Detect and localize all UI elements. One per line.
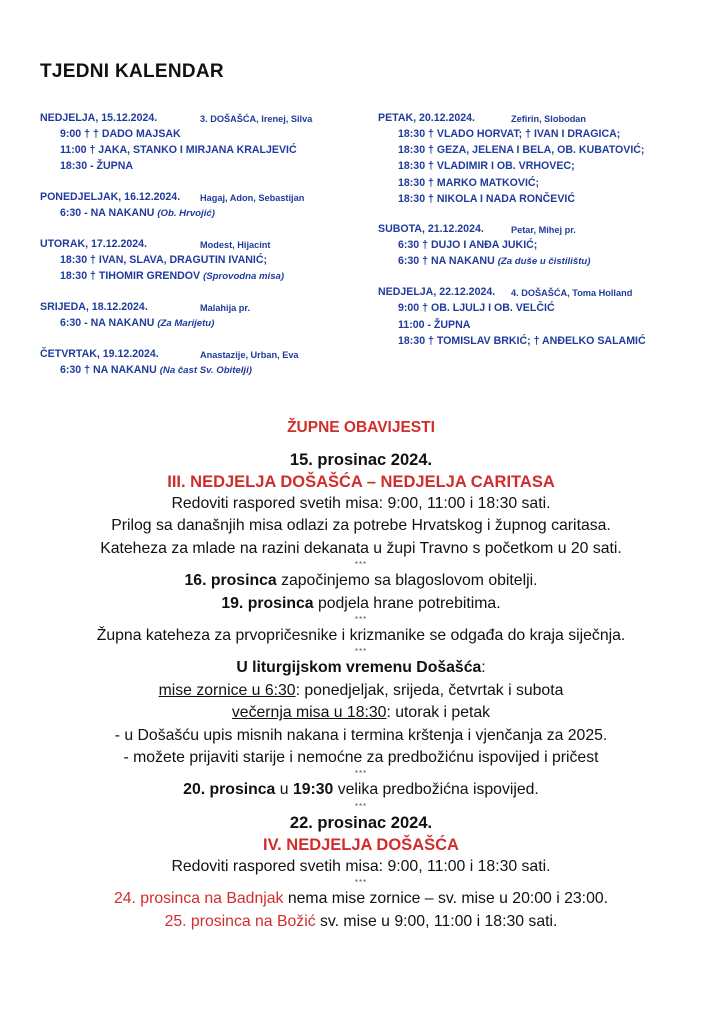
notice-text: 24. prosinca na Badnjak nema mise zornice – sv. mise u 20:00 i 23:00. [113, 890, 609, 908]
separator: *** [354, 878, 368, 888]
mass-entry: 18:30 † VLADO HORVAT; † IVAN I DRAGICA; [398, 128, 621, 140]
day-name: ČETVRTAK, 19.12.2024. [40, 348, 159, 361]
calendar-day [378, 221, 698, 270]
notice-text: 19. prosinca podjela hrane potrebitima. [221, 594, 501, 612]
notice-text: mise zornice u 6:30: ponedjeljak, srijeda, četvrtak i subota [158, 681, 564, 699]
calendar-day [378, 284, 698, 349]
mass-entry: 18:30 † TOMISLAV BRKIĆ; † ANĐELKO SALAMIĆ [398, 334, 646, 347]
mass-note: (Ob. Hrvojić) [157, 207, 215, 219]
mass-entry: 6:30 - NA NAKANU (Ob. Hrvojić) [60, 206, 215, 219]
notice-text: 25. prosinca na Božić sv. mise u 9:00, 11:00 i 18:30 sati. [164, 912, 558, 930]
mass-schedule: Redoviti raspored svetih misa: 9:00, 11:00 i 18:30 sati. [171, 495, 551, 512]
parish-notices [0, 418, 722, 933]
mass-entry: 6:30 † NA NAKANU (Na čast Sv. Obitelji) [60, 364, 252, 377]
mass-entry: 18:30 † NIKOLA I NADA RONČEVIĆ [398, 192, 575, 205]
calendar-day [40, 299, 360, 332]
sunday-title: III. NEDJELJA DOŠAŠĆA – NEDJELJA CARITASA [167, 473, 555, 491]
notice-text: - možete prijaviti starije i nemoćne za predbožićnu ispovijed i pričest [123, 749, 599, 767]
day-saints: Zefirin, Slobodan [511, 114, 587, 124]
day-saints: 3. DOŠAŠĆA, Irenej, Silva [200, 114, 313, 124]
day-saints: Hagaj, Adon, Sebastijan [200, 192, 305, 203]
notice-text: 16. prosinca započinjemo sa blagoslovom obitelji. [184, 572, 538, 590]
mass-entry: 6:30 † DUJO I ANĐA JUKIĆ; [398, 239, 538, 252]
calendar-day [378, 110, 698, 207]
mass-entry: 18:30 † MARKO MATKOVIĆ; [398, 176, 540, 189]
day-name: NEDJELJA, 15.12.2024. [40, 112, 158, 124]
mass-note: (Sprovodna misa) [203, 271, 285, 283]
calendar-day [40, 346, 360, 379]
mass-entry: 18:30 - ŽUPNA [60, 160, 133, 173]
mass-entry: 9:00 † OB. LJULJ I OB. VELČIĆ [398, 302, 555, 315]
mass-entry: 11:00 † JAKA, STANKO I MIRJANA KRALJEVIĆ [60, 144, 297, 157]
day-name: NEDJELJA, 22.12.2024. [378, 286, 496, 299]
mass-entry: 18:30 † VLADIMIR I OB. VRHOVEC; [398, 160, 575, 173]
day-saints: Modest, Hijacint [200, 239, 271, 250]
notice-text: večernja misa u 18:30: utorak i petak [231, 704, 491, 722]
calendar-day [40, 189, 360, 222]
day-name: UTORAK, 17.12.2024. [40, 237, 147, 250]
day-saints: Malahija pr. [200, 303, 251, 314]
mass-entry: 18:30 † GEZA, JELENA I BELA, OB. KUBATOVIĆ; [398, 144, 645, 157]
mass-note: (Za Marijetu) [157, 318, 215, 330]
mass-entry: 11:00 - ŽUPNA [398, 318, 471, 331]
sunday-title: IV. NEDJELJA DOŠAŠĆA [263, 835, 459, 854]
calendar-day [40, 110, 360, 175]
sunday-date: 15. prosinac 2024. [289, 451, 433, 469]
calendar-right-column [378, 110, 698, 363]
mass-schedule: Redoviti raspored svetih misa: 9:00, 11:00 i 18:30 sati. [171, 857, 551, 875]
calendar-left-column [40, 110, 360, 394]
separator: *** [354, 769, 368, 779]
sunday-date: 22. prosinac 2024. [289, 813, 433, 832]
day-saints: Petar, Mihej pr. [511, 225, 576, 236]
day-name: SUBOTA, 21.12.2024. [378, 223, 484, 236]
separator: *** [354, 560, 368, 570]
mass-entry: 6:30 † NA NAKANU (Za duše u čistilištu) [398, 255, 591, 268]
mass-entry: 18:30 † TIHOMIR GRENDOV (Sprovodna misa) [60, 270, 285, 283]
day-saints: 4. DOŠAŠĆA, Toma Holland [511, 288, 633, 299]
separator: *** [354, 615, 368, 625]
separator: *** [354, 647, 368, 657]
day-name: PETAK, 20.12.2024. [378, 112, 475, 124]
mass-entry: 9:00 † † DADO MAJSAK [60, 128, 181, 140]
day-name: SRIJEDA, 18.12.2024. [40, 301, 148, 314]
notice-text: 20. prosinca u 19:30 velika predbožićna ispovijed. [183, 781, 539, 799]
separator: *** [354, 801, 368, 811]
advent-heading: U liturgijskom vremenu Došašća: [236, 659, 486, 677]
calendar-day [40, 236, 360, 285]
notice-text: Kateheza za mlade na razini dekanata u župi Travno s početkom u 20 sati. [100, 539, 622, 557]
mass-entry: 18:30 † IVAN, SLAVA, DRAGUTIN IVANIĆ; [60, 253, 267, 266]
notice-text: Župna kateheza za prvopričesnike i krizmanike se odgađa do kraja siječnja. [96, 627, 626, 645]
day-saints: Anastazije, Urban, Eva [200, 350, 299, 361]
page-title: TJEDNI KALENDAR [40, 61, 224, 82]
mass-note: (Za duše u čistilištu) [497, 256, 591, 268]
mass-note: (Na čast Sv. Obitelji) [159, 365, 252, 377]
notices-heading: ŽUPNE OBAVIJESTI [287, 419, 435, 436]
day-name: PONEDJELJAK, 16.12.2024. [40, 190, 181, 203]
mass-entry: 6:30 - NA NAKANU (Za Marijetu) [60, 317, 215, 330]
notice-text: - u Došašću upis misnih nakana i termina krštenja i vjenčanja za 2025. [114, 726, 608, 744]
notice-text: Prilog sa današnjih misa odlazi za potrebe Hrvatskog i župnog caritasa. [111, 517, 611, 535]
